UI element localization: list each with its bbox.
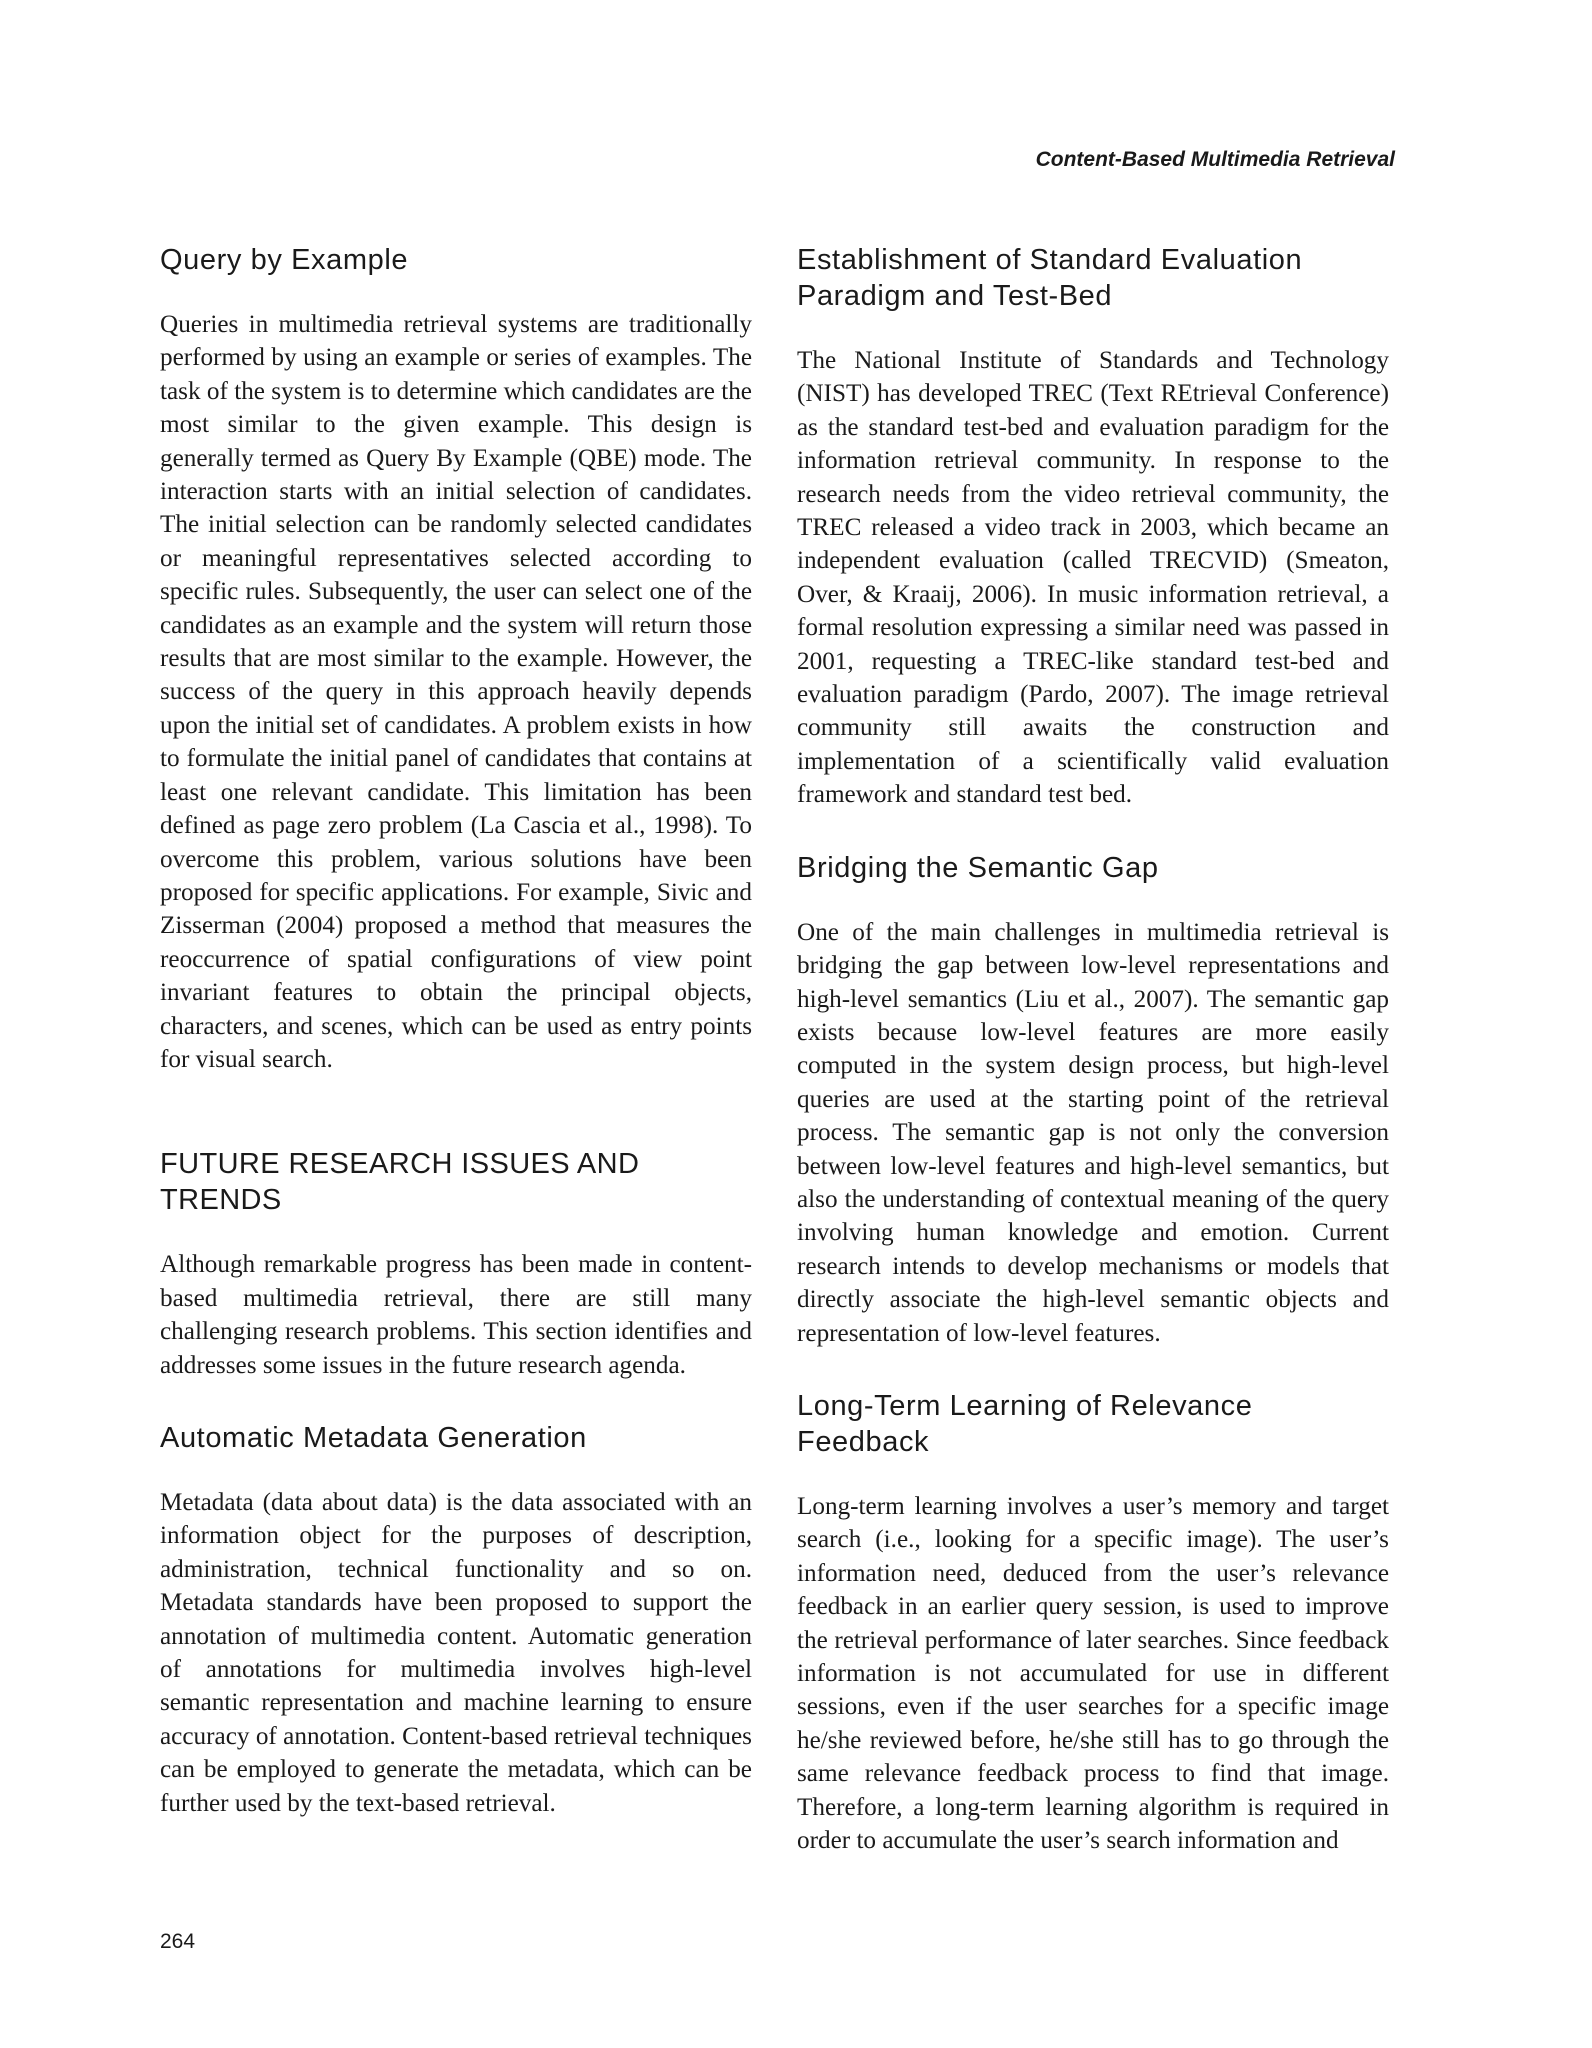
section-heading-future-research: FUTURE RESEARCH ISSUES AND TRENDS bbox=[160, 1148, 640, 1217]
paragraph-automatic-metadata: Metadata (data about data) is the data associated with an information object for the purposes of description, administration, technical functionality and so on. Metadata standards have been proposed to support the annotation of multimedia content. Automatic generation of annotations for multimedia involves high-level semantic representation and machine learning to ensure accuracy of annotation. Content-based retrieval techniques can be employed to generate the metadata, which can be further used by the text-based retrieval. bbox=[160, 1488, 752, 1817]
page-number: 264 bbox=[160, 1930, 196, 1953]
section-heading-query-by-example: Query by Example bbox=[160, 244, 409, 276]
paragraph-long-term-learning: Long-term learning involves a user’s memory and target search (i.e., looking for a specific image). The user’s information need, deduced from the user’s relevance feedback in an earlier query session, is used to improve the retrieval performance of later searches. Since feedback information is not accumulated for use in different sessions, even if the user searches for a specific image he/she reviewed before, he/she still has to go through the same relevance feedback process to find that image. Therefore, a long-term learning algorithm is required in order to accumulate the user’s search information and bbox=[797, 1492, 1389, 1855]
left-column bbox=[160, 242, 752, 1820]
right-column bbox=[797, 242, 1389, 1857]
paragraph-semantic-gap: One of the main challenges in multimedia retrieval is bridging the gap between low-level representations and high-level semantics (Liu et al., 2007). The semantic gap exists because low-level features are more easily computed in the system design process, but high-level queries are used at the starting point of the retrieval process. The semantic gap is not only the conversion between low-level features and high-level semantics, but also the understanding of contextual meaning of the query involving human knowledge and emotion. Current research intends to develop mechanisms or models that directly associate the high-level semantic objects and representation of low-level features. bbox=[797, 918, 1389, 1347]
section-heading-semantic-gap: Bridging the Semantic Gap bbox=[797, 851, 1159, 884]
section-heading-standard-evaluation: Establishment of Standard Evaluation Paradigm and Test-Bed bbox=[797, 244, 1303, 312]
section-heading-automatic-metadata: Automatic Metadata Generation bbox=[160, 1421, 587, 1454]
paragraph-standard-evaluation: The National Institute of Standards and Technology (NIST) has developed TREC (Text REtrieval Conference) as the standard test-bed and evaluation paradigm for the information retrieval community. In response to the research needs from the video retrieval community, the TREC released a video track in 2003, which became an independent evaluation (called TRECVID) (Smeaton, Over, & Kraaij, 2006). In music information retrieval, a formal resolution expressing a similar need was passed in 2001, requesting a TREC-like standard test-bed and evaluation paradigm (Pardo, 2007). The image retrieval community still awaits the construction and implementation of a scientifically valid evaluation framework and standard test bed. bbox=[797, 347, 1389, 809]
running-header: Content-Based Multimedia Retrieval bbox=[1035, 148, 1395, 171]
paragraph-future-research: Although remarkable progress has been made in content-based multimedia retrieval, there are still many challenging research problems. This section identifies and addresses some issues in the future research agenda. bbox=[160, 1251, 752, 1379]
paragraph-query-by-example: Queries in multimedia retrieval systems are traditionally performed by using an example or series of examples. The task of the system is to determine which candidates are the most similar to the given example. This design is generally termed as Query By Example (QBE) mode. The interaction starts with an initial selection of candidates. The initial selection can be randomly selected candidates or meaningful representatives selected according to specific rules. Subsequently, the user can select one of the candidates as an example and the system will return those results that are most similar to the example. However, the success of the query in this approach heavily depends upon the initial set of candidates. A problem exists in how to formulate the initial panel of candidates that contains at least one relevant candidate. This limitation has been defined as page zero problem (La Cascia et al., 1998). To overcome this problem, various solutions have been proposed for specific applications. For example, Sivic and Zisserman (2004) proposed a method that measures the reoccurrence of spatial configurations of view point invariant features to obtain the principal objects, characters, and scenes, which can be used as entry points for visual search. bbox=[160, 311, 752, 1073]
section-heading-long-term-learning: Long-Term Learning of Relevance Feedback bbox=[797, 1389, 1253, 1458]
